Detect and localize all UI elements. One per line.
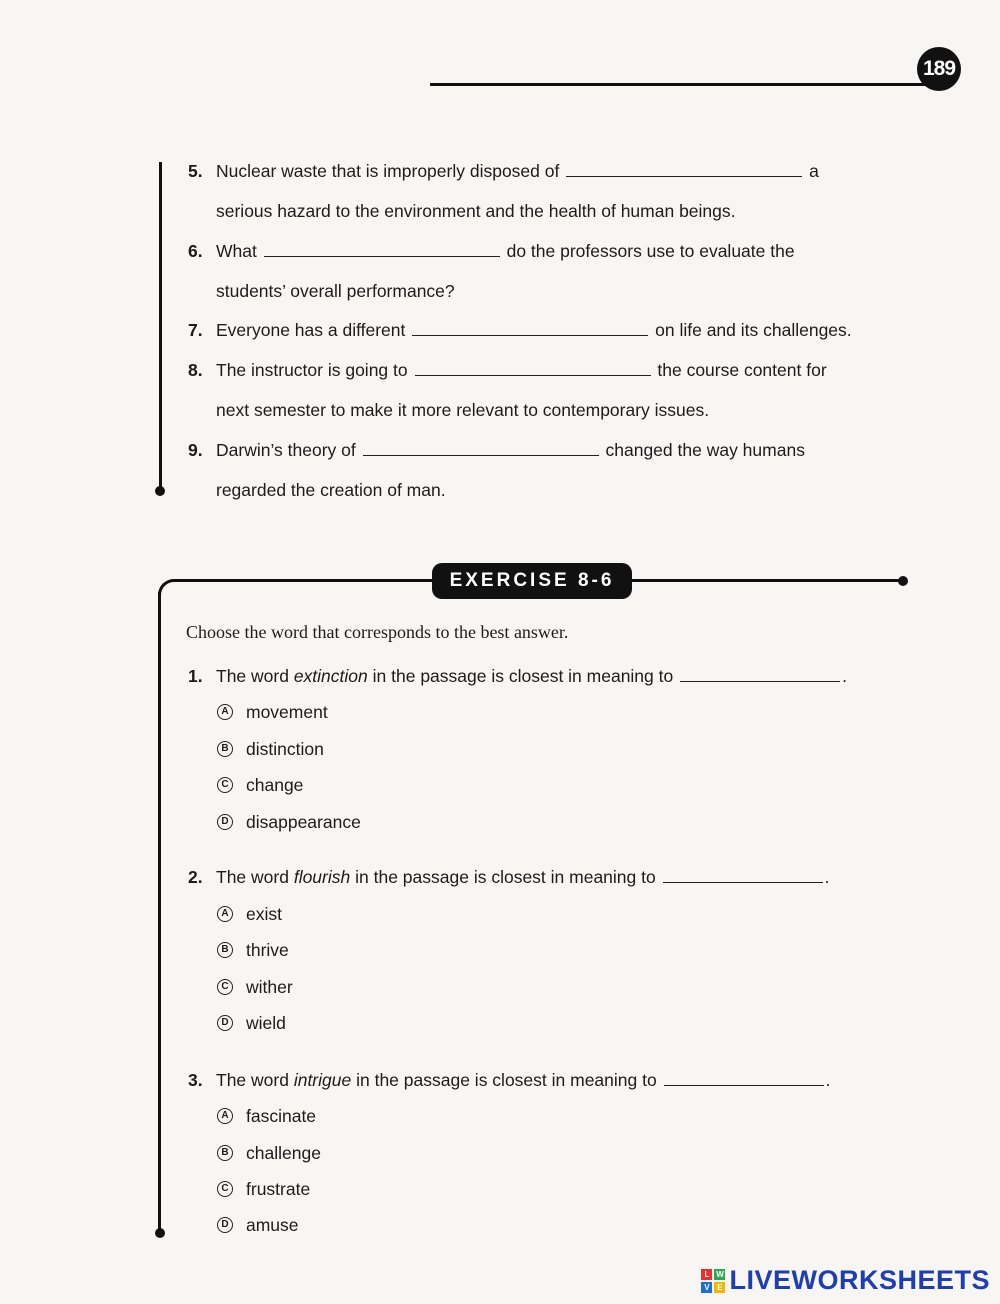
fill-in-item-6-cont: students’ overall performance? [216,281,455,301]
option-letter: D [217,1217,233,1233]
option-1d[interactable]: D disappearance [217,811,361,833]
fill-in-item-5-cont: serious hazard to the environment and the health of human beings. [216,201,736,221]
page-number-badge: 189 [917,47,961,91]
exercise-left-rule [158,592,161,1232]
blank-input[interactable] [363,441,599,456]
blank-input[interactable] [663,868,823,883]
option-1a[interactable]: A movement [217,701,328,723]
liveworksheets-logo [701,1265,990,1296]
exercise-rule-right [630,579,902,582]
fill-in-item-9: 9. Darwin’s theory of changed the way humans [188,440,805,460]
exercise-instruction: Choose the word that corresponds to the best answer. [186,622,569,642]
option-letter: D [217,814,233,830]
logo-tile: E [714,1282,725,1293]
section-end-dot [155,486,165,496]
question-3: 3. The word intrigue in the passage is closest in meaning to . [188,1070,831,1090]
option-2a[interactable]: A exist [217,903,282,925]
exercise-rule-end-dot [898,576,908,586]
logo-tile: L [701,1269,712,1280]
option-letter: C [217,1181,233,1197]
option-2c[interactable]: C wither [217,976,293,998]
option-1b[interactable]: B distinction [217,738,324,760]
option-letter: A [217,906,233,922]
option-2b[interactable]: B thrive [217,939,289,961]
exercise-end-dot [155,1228,165,1238]
option-letter: B [217,1145,233,1161]
blank-input[interactable] [664,1071,824,1086]
option-letter: B [217,741,233,757]
fill-in-item-6: 6. What do the professors use to evaluate the [188,241,795,261]
logo-text: LIVEWORKSHEETS [729,1265,990,1295]
blank-input[interactable] [566,162,802,177]
option-letter: A [217,704,233,720]
option-letter: B [217,942,233,958]
option-2d[interactable]: D wield [217,1012,286,1034]
option-3c[interactable]: C frustrate [217,1178,310,1200]
logo-tile: W [716,1269,724,1279]
header-rule [430,83,945,86]
fill-in-item-8-cont: next semester to make it more relevant to contemporary issues. [216,400,710,420]
logo-tile: V [701,1282,712,1293]
fill-in-item-9-cont: regarded the creation of man. [216,480,446,500]
option-1c[interactable]: C change [217,774,303,796]
blank-input[interactable] [415,361,651,376]
option-3a[interactable]: A fascinate [217,1105,316,1127]
option-letter: C [217,979,233,995]
fill-in-item-5: 5. Nuclear waste that is improperly disposed of a [188,161,819,181]
fill-in-item-8: 8. The instructor is going to the course content for [188,360,827,380]
option-3d[interactable]: D amuse [217,1214,299,1236]
option-letter: A [217,1108,233,1124]
blank-input[interactable] [412,321,648,336]
blank-input[interactable] [264,242,500,257]
logo-icon [701,1269,725,1293]
exercise-rule-left [172,579,434,582]
option-letter: C [217,777,233,793]
question-1: 1. The word extinction in the passage is closest in meaning to . [188,666,847,686]
option-letter: D [217,1015,233,1031]
blank-input[interactable] [680,667,840,682]
section-left-rule [159,162,162,492]
fill-in-item-7: 7. Everyone has a different on life and its challenges. [188,320,852,340]
question-2: 2. The word flourish in the passage is closest in meaning to . [188,867,830,887]
exercise-title: EXERCISE 8-6 [432,563,632,599]
option-3b[interactable]: B challenge [217,1142,321,1164]
